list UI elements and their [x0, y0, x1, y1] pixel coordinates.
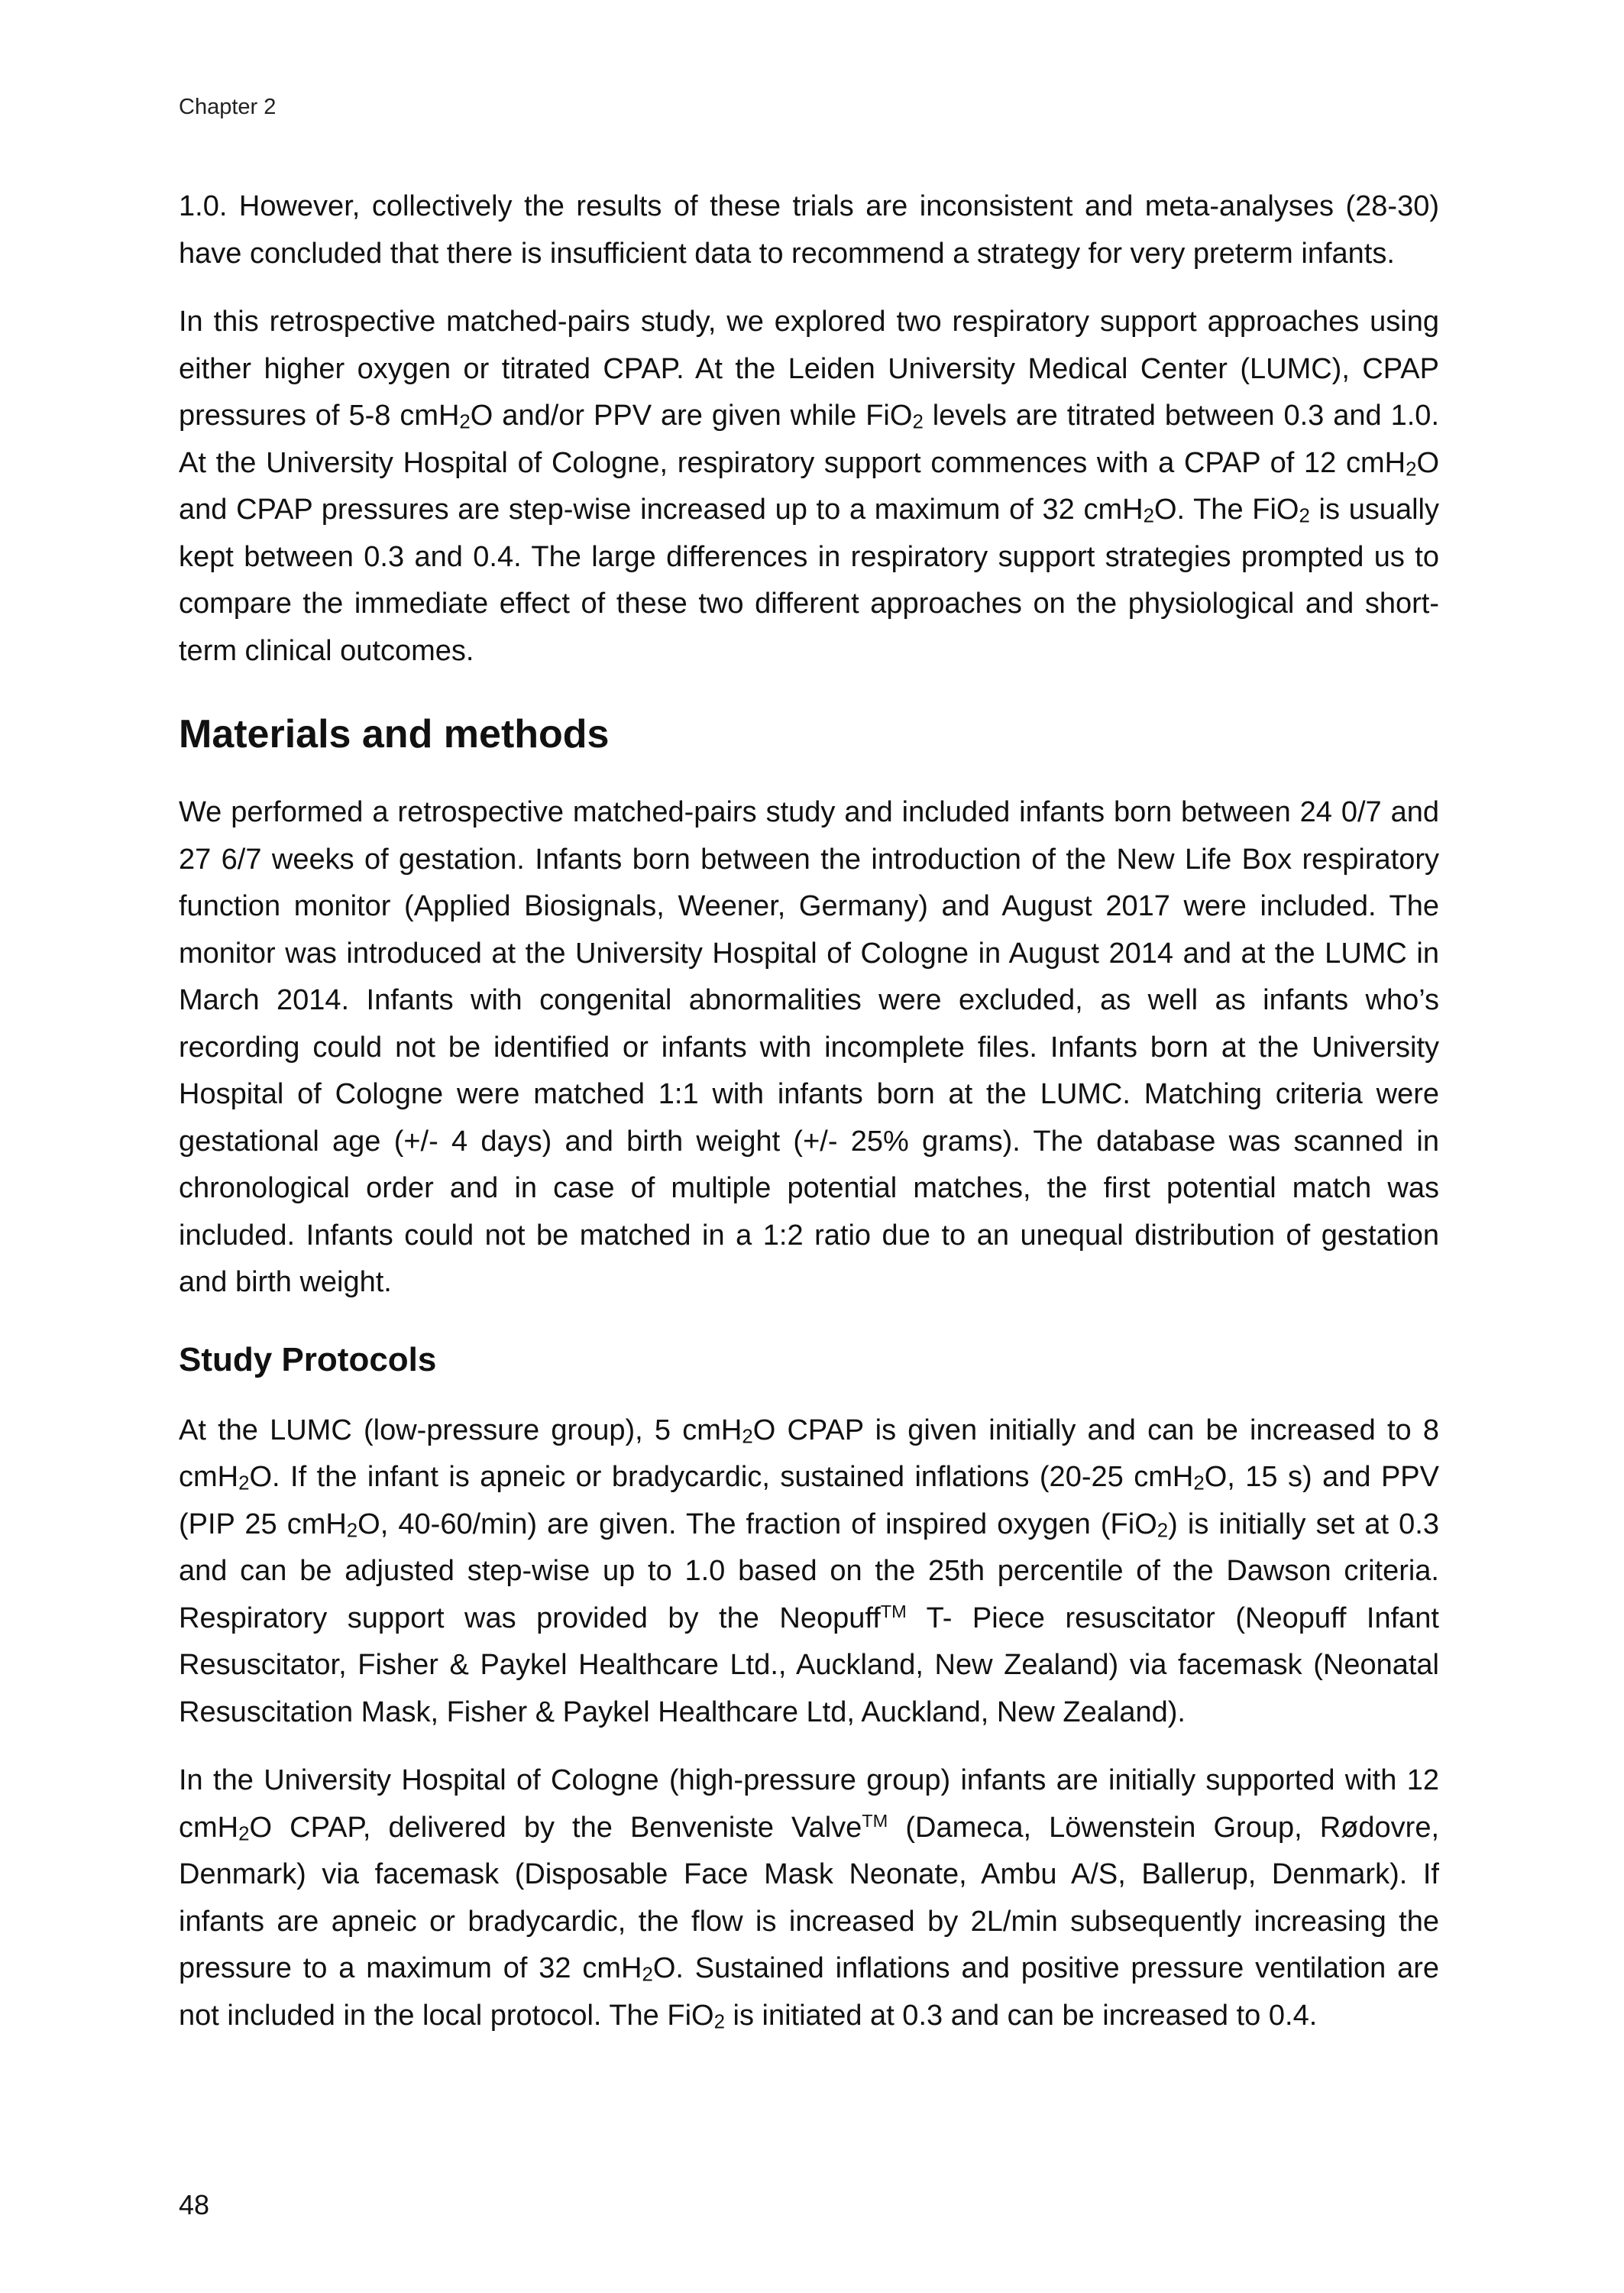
subscript-2: 2	[1143, 505, 1154, 527]
text-run: (Dameca, Löwenstein Group, Rødovre, Denmark) via facemask (Disposable Face Mask Neonate, Ambu A/S, Ballerup, Denmark). If infants are apneic or bradycardic, the flow is increased by 2L/min subsequently increasing the pressure to a maximum of 32 cmH	[179, 1811, 1440, 1984]
text-run: is usually kept between 0.3 and 0.4. The large differences in respiratory support strategies prompted us to compare the immediate effect of these two different approaches on the physiological and short-term clinical outcomes.	[179, 494, 1439, 667]
materials-paragraph: We performed a retrospective matched-pairs study and included infants born between 24 0/7 and 27 6/7 weeks of gestation. Infants born between the introduction of the New Life Box respiratory function monitor (Applied Biosignals, Weener, Germany) and August 2017 were included. The monitor was introduced at the University Hospital of Cologne in August 2014 and at the LUMC in March 2014. Infants with congenital abnormalities were excluded, as well as infants who’s recording could not be identified or infants with incomplete files. Infants born at the University Hospital of Cologne were matched 1:1 with infants born at the LUMC. Matching criteria were gestational age (+/- 4 days) and birth weight (+/- 25% grams). The database was scanned in chronological order and in case of multiple potential matches, the first potential match was included. Infants could not be matched in a 1:2 ratio due to an unequal distribution of gestation and birth weight.	[179, 796, 1439, 1298]
text-run: O, 40-60/min) are given. The fraction of inspired oxygen (FiO	[357, 1508, 1157, 1540]
study-protocols-heading: Study Protocols	[179, 1340, 437, 1378]
text-run: is initiated at 0.3 and can be increased to 0.4.	[724, 1999, 1318, 2032]
text-run: O. If the infant is apneic or bradycardic, sustained inflations (20-25 cmH	[249, 1461, 1194, 1493]
page-number: 48	[179, 2189, 210, 2220]
text-run: T- Piece resuscitator (Neopuff Infant Resuscitator, Fisher & Paykel Healthcare Ltd., Auckland, New Zealand) via facemask (Neonatal Resuscitation Mask, Fisher & Paykel Healthcare Ltd, Auckland, New Zealand).	[179, 1602, 1439, 1728]
text-run: At the LUMC (low-pressure group), 5 cmH	[179, 1414, 742, 1446]
text-run: In this retrospective matched-pairs study, we explored two respiratory support approaches using either higher oxygen or titrated CPAP. At the Leiden University Medical Center (LUMC), CPAP pressures of 5-8 cmH	[179, 306, 1439, 432]
text-run: O. The FiO	[1153, 494, 1299, 526]
text-run: O CPAP, delivered by the Benveniste Valve	[249, 1811, 862, 1844]
subscript-2: 2	[742, 1426, 753, 1448]
subscript-2: 2	[238, 1472, 250, 1495]
protocol-cologne-paragraph	[179, 1757, 1439, 2039]
subscript-2: 2	[1157, 1520, 1169, 1542]
protocol-lumc-paragraph	[179, 1407, 1439, 1737]
text-run: O. Sustained inflations and positive pressure ventilation are not included in the local protocol. The FiO	[179, 1952, 1439, 2032]
subscript-2: 2	[1299, 505, 1310, 527]
text-run: O and CPAP pressures are step-wise increased up to a maximum of 32 cmH	[179, 446, 1439, 526]
trademark-superscript: TM	[880, 1601, 907, 1621]
subscript-2: 2	[238, 1823, 250, 1845]
text-run: levels are titrated between 0.3 and 1.0. At the University Hospital of Cologne, respiratory support commences with a CPAP of 12 cmH	[179, 400, 1440, 479]
subscript-2: 2	[459, 411, 471, 433]
subscript-2: 2	[1193, 1472, 1205, 1495]
text-run: O and/or PPV are given while FiO	[470, 400, 913, 432]
document-page	[179, 0, 1439, 2293]
materials-methods-heading: Materials and methods	[179, 712, 610, 756]
subscript-2: 2	[346, 1520, 358, 1542]
running-head: Chapter 2	[179, 95, 277, 119]
page-content	[179, 183, 1439, 2061]
subscript-2: 2	[1406, 458, 1417, 481]
subscript-2: 2	[642, 1964, 653, 1986]
subscript-2: 2	[713, 2011, 725, 2033]
text-run: O, 15 s) and PPV (PIP 25 cmH	[179, 1461, 1439, 1540]
intro-paragraph-2	[179, 299, 1439, 675]
text-run: ) is initially set at 0.3 and can be adjusted step-wise up to 1.0 based on the 25th percentile of the Dawson criteria. Respiratory support was provided by the Neopuff	[179, 1508, 1439, 1634]
text-run: O CPAP is given initially and can be increased to 8 cmH	[179, 1414, 1439, 1493]
subscript-2: 2	[912, 411, 924, 433]
intro-paragraph-1: 1.0. However, collectively the results of these trials are inconsistent and meta-analyses (28-30) have concluded that there is insufficient data to recommend a strategy for very preterm infants.	[179, 190, 1439, 270]
text-run: In the University Hospital of Cologne (high-pressure group) infants are initially supported with 12 cmH	[179, 1764, 1439, 1844]
trademark-superscript: TM	[862, 1810, 888, 1831]
